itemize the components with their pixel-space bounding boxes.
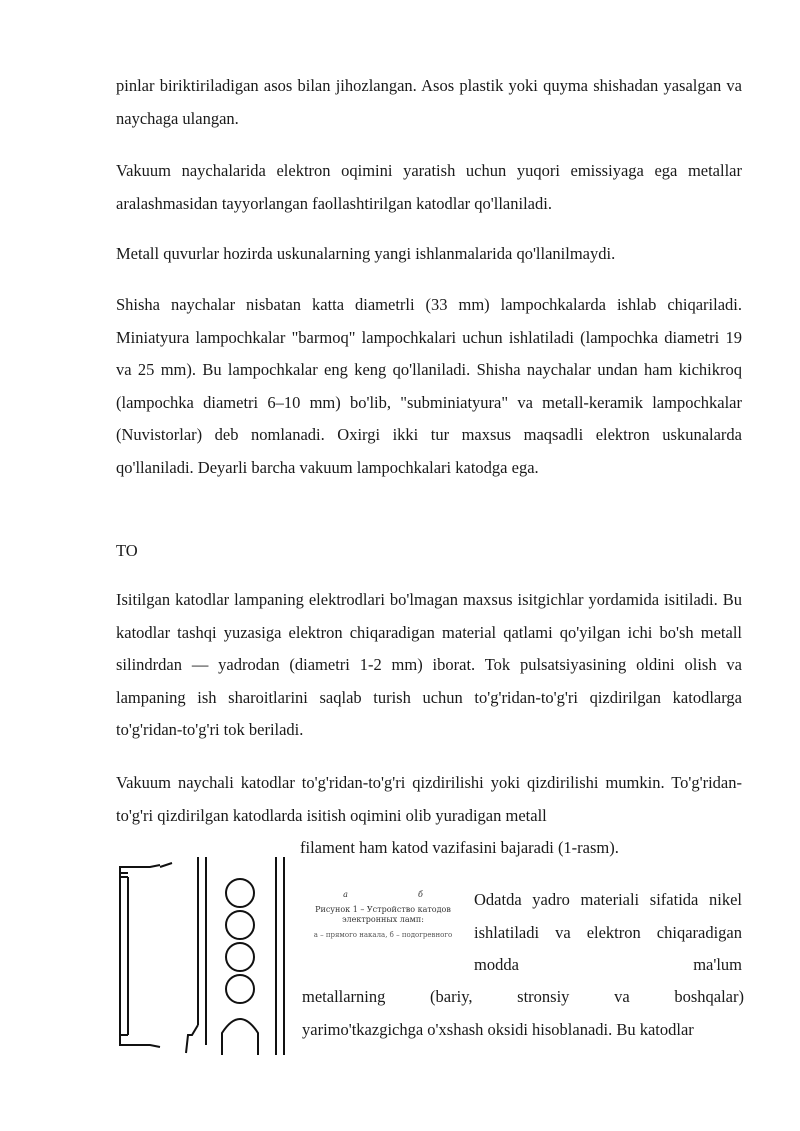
- indirect-heated-cathode-drawing: [186, 857, 284, 1055]
- cathode-diagram-figure: [116, 855, 296, 1055]
- paragraph-7: Vakuum naychali katodlar to'g'ridan-to'g'ri qizdirilishi yoki qizdirilishi mumkin. To'g'ridan-to'g'ri qizdirilgan katodlarda isitish oqimini olib yuradigan metall: [116, 773, 742, 825]
- paragraph-8-wrapped: Odatda yadro materiali sifatida nikel ishlatiladi va elektron chiqaradigan modda ma'lum: [474, 890, 742, 974]
- figure-subfigure-labels: [308, 890, 458, 899]
- cathode-diagram: [116, 855, 296, 1055]
- caption-subtitle: а – прямого накала, б – подогревного: [313, 931, 453, 939]
- paragraph-3: Metall quvurlar hozirda uskunalarning yangi ishlanmalarida qo'llanilmaydi.: [116, 244, 616, 263]
- paragraph-8-continuation: [302, 981, 744, 1046]
- label-a: а: [343, 890, 348, 899]
- caption-title: Рисунок 1 – Устройство катодов электронных ламп:: [315, 905, 451, 924]
- paragraph-6: Isitilgan katodlar lampaning elektrodlari bo'lmagan maxsus isitgichlar yordamida isitiladi. Bu katodlar tashqi yuzasiga elektron chiqaradigan material qatlami qo'yilgan ichi bo'sh metall silindrdan — yadrodan (diametri 1-2 mm) iborat. Tok pulsatsiyasining oldini olish va lampaning ish sharoitlarini saqlab turish uchun to'g'ridan-to'g'ri qizdirilgan katodlarga to'g'ridan-to'g'ri tok beriladi.: [116, 590, 742, 739]
- paragraph-to: TO: [116, 541, 138, 560]
- label-b: б: [418, 890, 423, 899]
- direct-heated-cathode-drawing: [120, 863, 172, 1047]
- paragraph-4: Shisha naychalar nisbatan katta diametrli (33 mm) lampochkalarda ishlab chiqariladi. Miniatyura lampochkalar "barmoq" lampochkalari uchun ishlatiladi (lampochka diametri 19 va 25 mm). Bu lampochkalar eng keng qo'llaniladi. Shisha naychalar undan ham kichikroq (lampochka diametri 6–10 mm) bo'lib, "subminiatyura" va metall-keramik lampochkalar (Nuvistorlar) deb nomlanadi. Oxirgi ikki tur maxsus maqsadli elektron uskunalarda qo'llaniladi. Deyarli barcha vakuum lampochkalari katodga ega.: [116, 295, 742, 477]
- figure-caption: [308, 890, 458, 940]
- paragraph-2: Vakuum naychalarida elektron oqimini yaratish uchun yuqori emissiyaga ega metallar aralashmasidan tayyorlangan faollashtirilgan katodlar qo'llaniladi.: [116, 161, 742, 213]
- paragraph-1: pinlar biriktiriladigan asos bilan jihozlangan. Asos plastik yoki quyma shishadan yasalgan va naychaga ulangan.: [116, 76, 742, 128]
- paragraph-8-line-1: metallarning (bariy, stronsiy va boshqalar): [302, 987, 744, 1006]
- paragraph-7-continuation: filament ham katod vazifasini bajaradi (1-rasm).: [300, 838, 619, 857]
- paragraph-8-line-2: yarimo'tkazgichga o'xshash oksidi hisoblanadi. Bu katodlar: [302, 1019, 694, 1039]
